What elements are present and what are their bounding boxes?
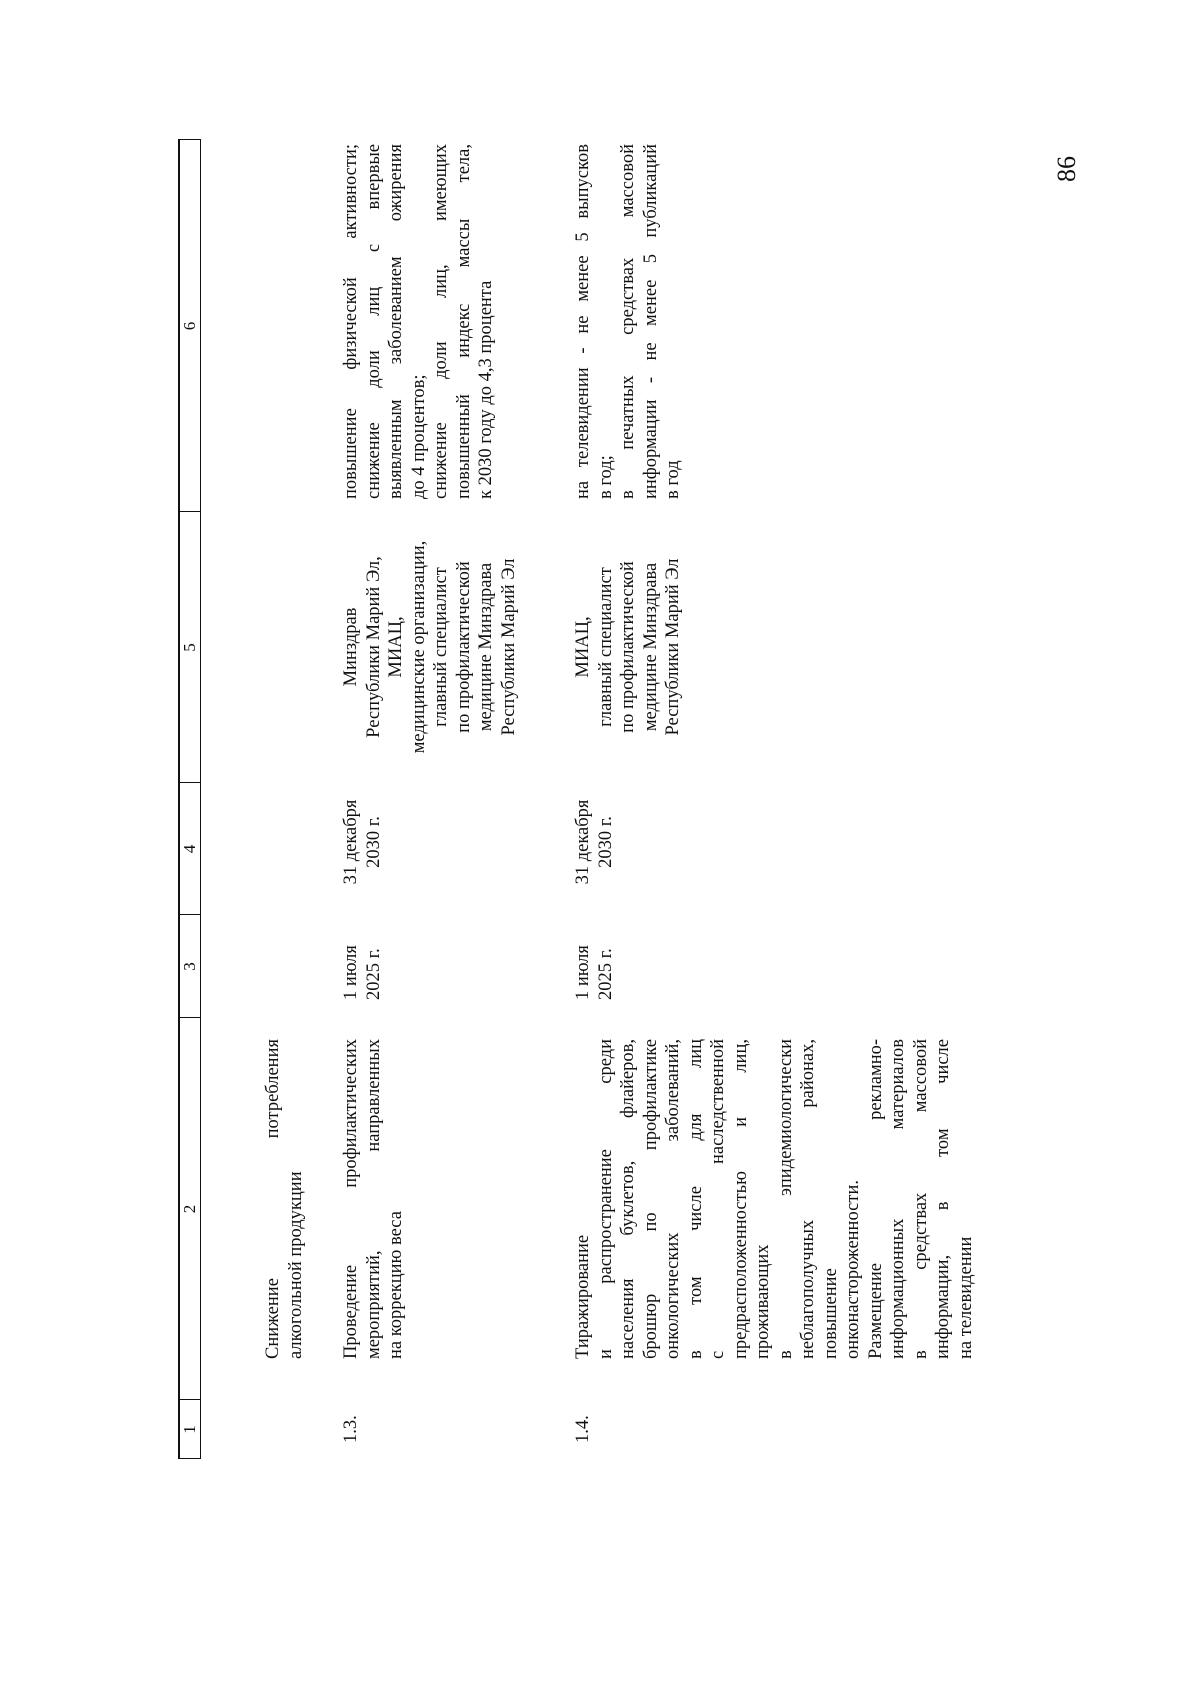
row-2-responsible: МИАЦ, главный специалист по профилактической медицине Минздрава Республики Марий Эл [573, 558, 683, 736]
row-2-event: Тиражирование и распространение среди населения буклетов, флайеров, брошюр по профилактике онкологических заболеваний, в том числе для лиц с наследственной предрасположенностью и лиц, проживающих в эпидемиологически неблагополучных районах, повышение онконастороженности. Размещение рекламно- информационных материалов в средствах массовой информации, в том числе на телевидении [573, 1039, 976, 1359]
header-column-1: 1 [180, 1425, 199, 1434]
row-1-start-date: 1 июля 2025 г. [341, 945, 384, 1000]
header-column-4: 4 [180, 844, 199, 854]
row-1-number: 1.3. [341, 1415, 361, 1443]
row-1-result: повышение физической активности; снижение доли лиц с впервые выявленным заболеванием ожирения до 4 процентов; снижение доли лиц, имеющих повышенный индекс массы тела, к 2030 году до 4,3 процента [341, 144, 496, 499]
row-2-start-date: 1 июля 2025 г. [573, 945, 616, 1000]
row-1-responsible: Минздрав Республики Марий Эл, МИАЦ, медицинские организации, главный специалист по профилактической медицине Минздрава Республики Марий Эл [341, 540, 519, 754]
row-0-event: Снижение потребления алкогольной продукции [263, 1039, 306, 1359]
header-bottom-rule [200, 139, 201, 1459]
header-column-3: 3 [180, 962, 199, 971]
row-1-event: Проведение профилактических мероприятий, направленных на коррекцию веса [341, 1039, 406, 1359]
row-1-end-date: 31 декабря 2030 г. [341, 799, 384, 885]
row-2-number: 1.4. [573, 1415, 593, 1443]
page-number: 86 [1052, 156, 1081, 182]
row-2-result: на телевидении - не менее 5 выпусков в год; в печатных средствах массовой информации - не менее 5 публикаций в год [573, 144, 683, 499]
header-column-6: 6 [180, 321, 199, 331]
row-2-end-date: 31 декабря 2030 г. [573, 799, 616, 885]
header-column-5: 5 [180, 643, 199, 652]
header-column-2: 2 [180, 1204, 199, 1214]
